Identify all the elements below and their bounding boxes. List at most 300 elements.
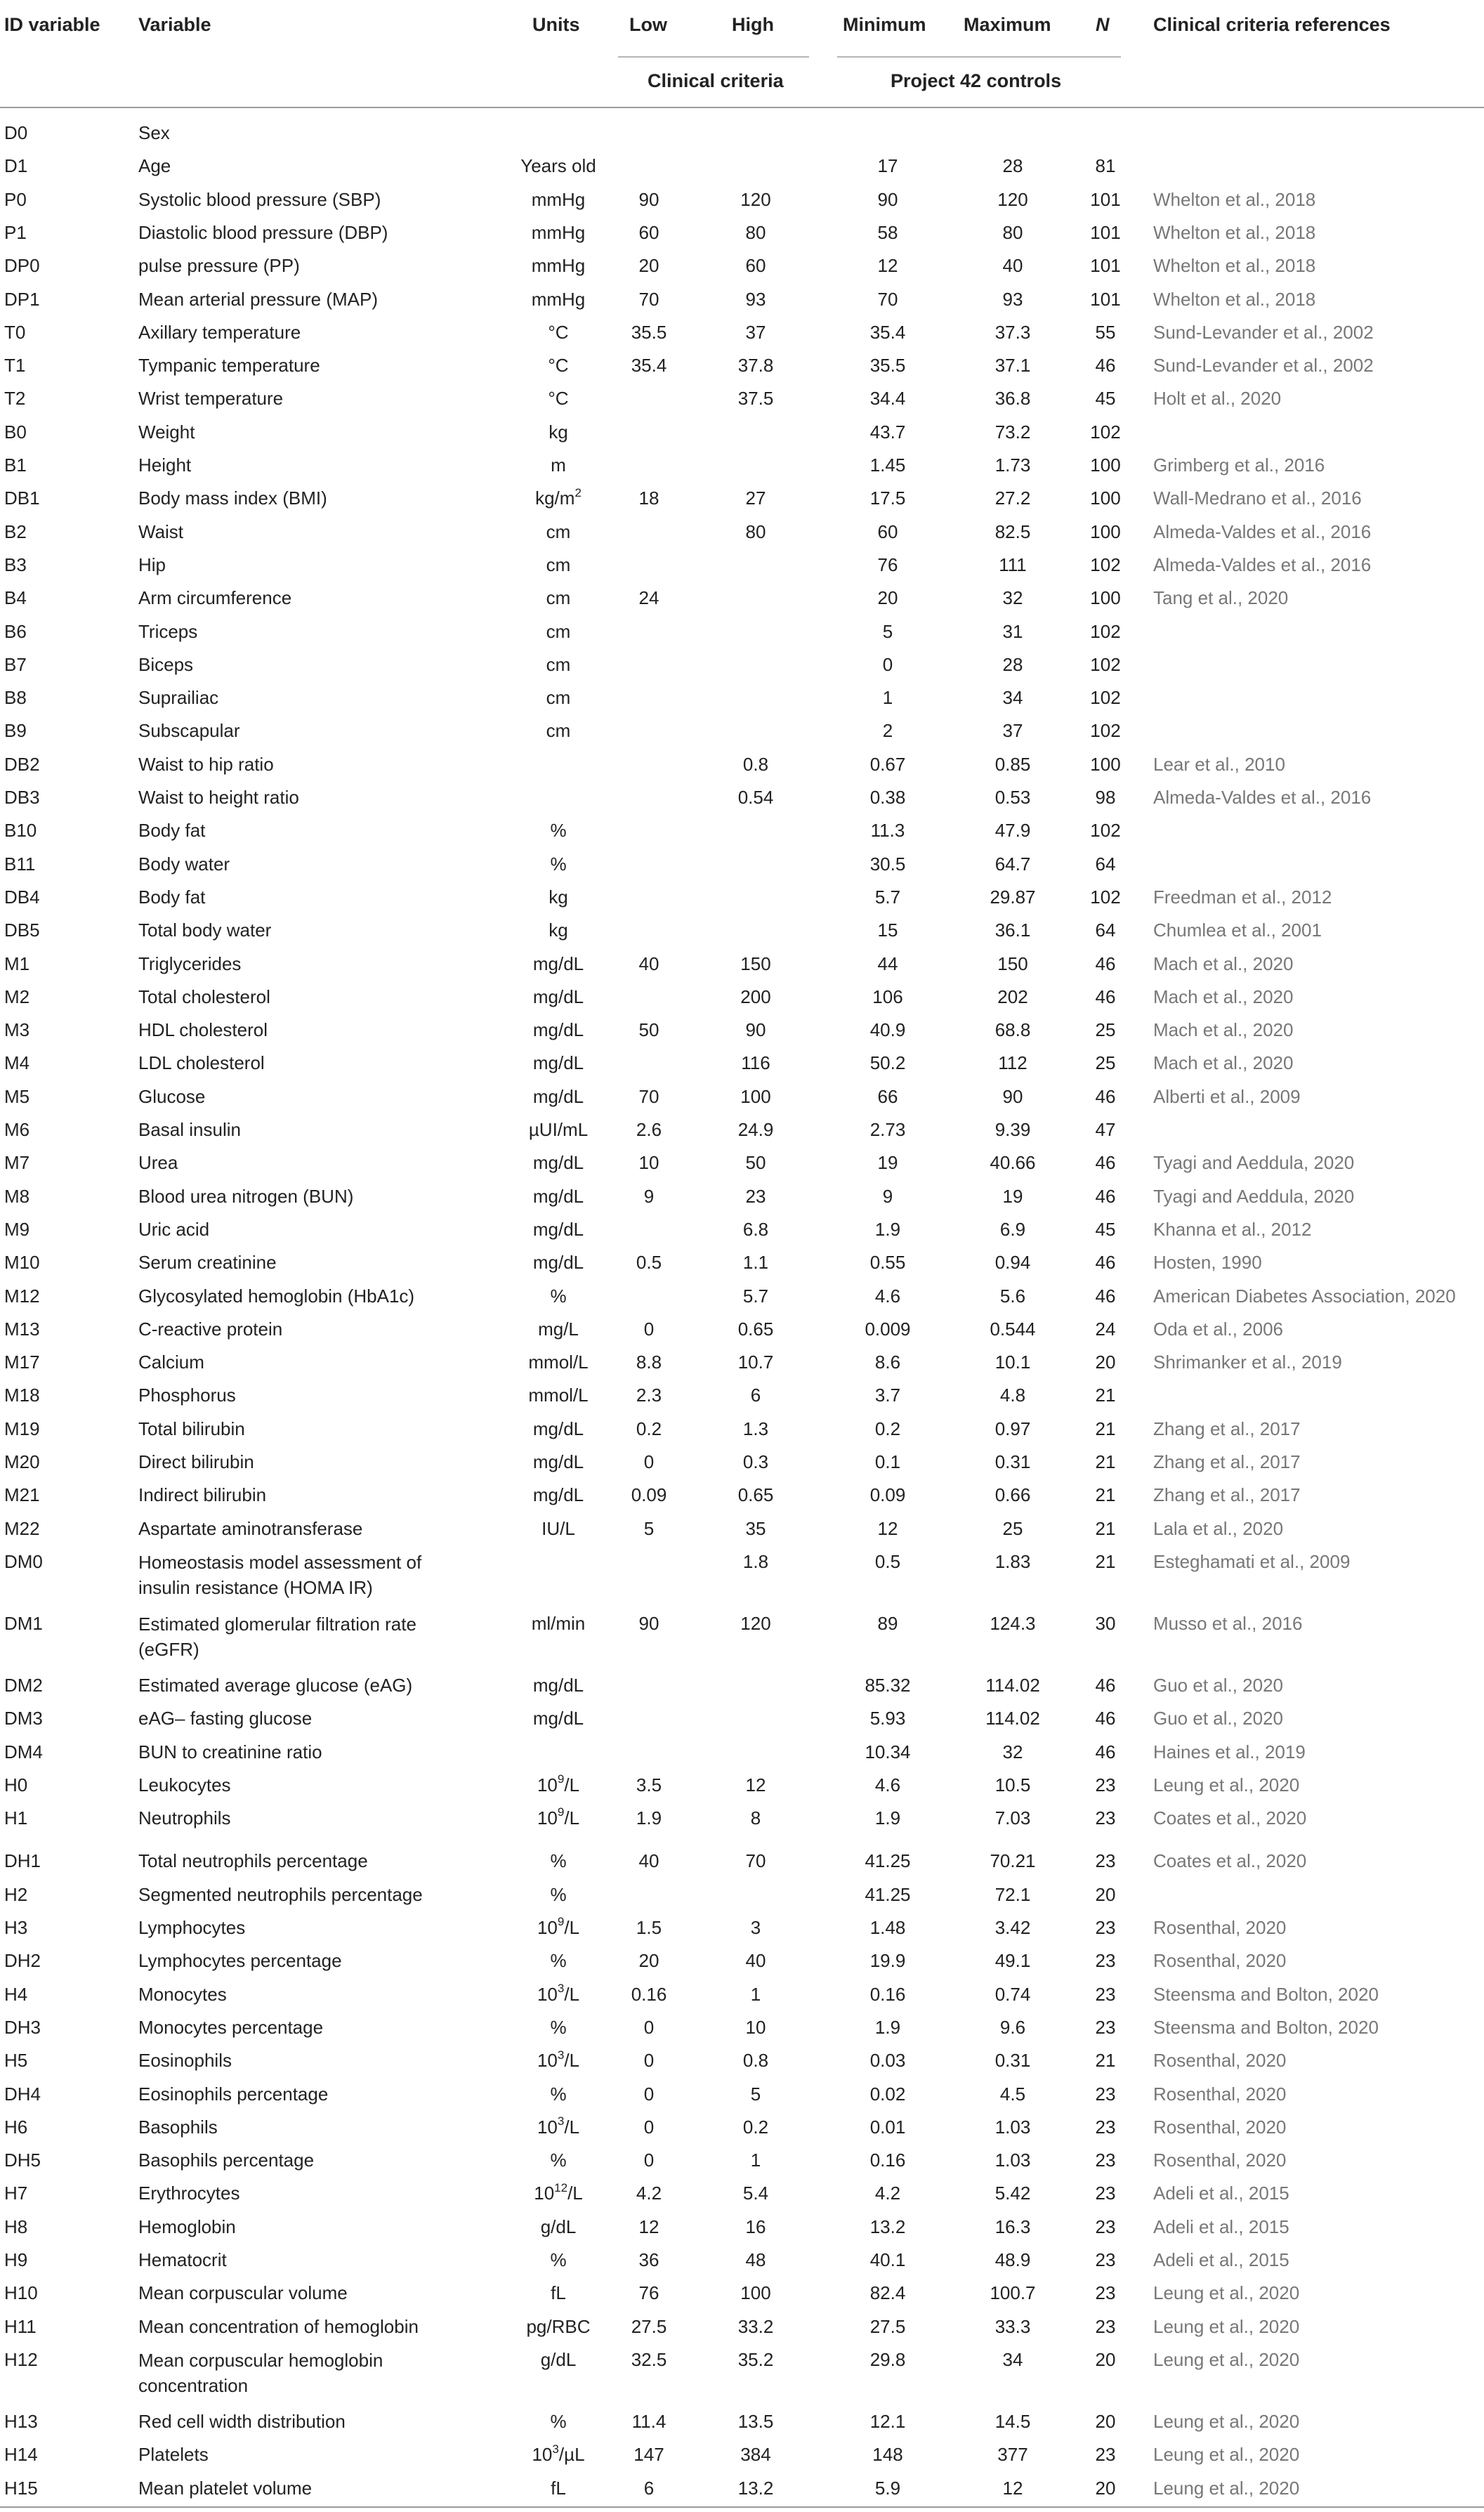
row-maximum: 9.39 [994, 1119, 1031, 1140]
row-variable: Hip [138, 554, 166, 575]
row-n: 23 [1095, 1850, 1116, 1872]
row-units: % [550, 1950, 567, 1972]
row-high: 80 [745, 221, 766, 243]
units-tail: /L [564, 1774, 580, 1795]
row-n: 23 [1095, 1807, 1116, 1829]
row-low: 20 [638, 1950, 659, 1972]
row-maximum: 1.03 [994, 2150, 1031, 2171]
row-minimum: 1.48 [869, 1917, 906, 1938]
row-minimum: 1.9 [874, 1807, 901, 1829]
row-units: cm [546, 720, 571, 742]
row-variable: Uric acid [138, 1218, 210, 1240]
row-variable: Serum creatinine [138, 1252, 277, 1274]
row-variable: Total neutrophils percentage [138, 1850, 368, 1872]
row-variable: Sex [138, 122, 170, 143]
row-high: 27 [745, 488, 766, 509]
row-low: 9 [643, 1185, 655, 1207]
row-n: 46 [1095, 1185, 1116, 1207]
row-units: cm [546, 687, 571, 709]
row-minimum: 76 [877, 554, 898, 575]
row-minimum: 10.34 [865, 1741, 911, 1762]
row-variable: Glucose [138, 1085, 206, 1107]
row-variable: Mean concentration of hemoglobin [138, 2315, 419, 2337]
row-minimum: 8.6 [874, 1352, 901, 1373]
row-maximum: 37 [1002, 720, 1023, 742]
row-units: % [550, 2083, 567, 2105]
row-maximum: 377 [997, 2444, 1028, 2466]
row-low: 90 [638, 1612, 659, 1634]
row-low: 32.5 [631, 2348, 667, 2370]
row-minimum: 0.55 [869, 1252, 906, 1274]
row-variable: Basophils [138, 2116, 218, 2138]
row-low: 0 [643, 2083, 655, 2105]
row-id: B6 [4, 620, 27, 642]
units-base: 10 [537, 2116, 558, 2138]
row-maximum: 34 [1002, 2348, 1023, 2370]
row-id: M21 [4, 1484, 40, 1506]
row-high: 116 [741, 1052, 770, 1074]
row-variable: Wrist temperature [138, 388, 284, 410]
row-id: T2 [4, 388, 26, 410]
units-tail: /L [564, 2050, 580, 2072]
row-reference: Whelton et al., 2018 [1153, 188, 1316, 210]
row-maximum: 150 [997, 953, 1028, 974]
row-maximum: 120 [997, 188, 1028, 210]
row-maximum: 124.3 [990, 1612, 1036, 1634]
row-units: mmHg [531, 221, 586, 243]
row-id: DH5 [4, 2150, 41, 2171]
row-high: 6 [750, 1385, 761, 1406]
row-minimum: 4.6 [874, 1774, 901, 1795]
row-high: 80 [745, 521, 766, 542]
row-minimum: 90 [877, 188, 898, 210]
row-id: M1 [4, 953, 30, 974]
row-id: DM3 [4, 1708, 43, 1729]
row-variable: Mean platelet volume [138, 2477, 313, 2499]
row-units: mg/dL [532, 1252, 584, 1274]
row-variable: Waist to height ratio [138, 787, 299, 808]
row-reference: Tyagi and Aeddula, 2020 [1153, 1152, 1355, 1174]
header-variable: Variable [138, 14, 211, 35]
row-units: mmHg [531, 188, 586, 210]
row-n: 23 [1095, 2116, 1116, 2138]
row-reference: Shrimanker et al., 2019 [1153, 1352, 1342, 1373]
row-low: 147 [633, 2444, 664, 2466]
row-minimum: 5.93 [869, 1708, 906, 1729]
row-maximum: 27.2 [994, 488, 1031, 509]
units-base: 10 [532, 2444, 553, 2466]
row-id: M13 [4, 1318, 40, 1340]
row-maximum: 0.74 [994, 1983, 1031, 2005]
row-reference: Mach et al., 2020 [1153, 986, 1294, 1007]
row-maximum: 0.53 [994, 787, 1031, 808]
row-maximum: 82.5 [994, 521, 1031, 542]
variable-line-2: insulin resistance (HOMA IR) [138, 1576, 373, 1598]
row-minimum: 66 [877, 1085, 898, 1107]
row-reference: Zhang et al., 2017 [1153, 1418, 1301, 1439]
row-maximum: 1.83 [994, 1550, 1031, 1572]
row-minimum: 50.2 [869, 1052, 906, 1074]
row-minimum: 35.4 [869, 321, 906, 343]
units-base: 10 [537, 2050, 558, 2072]
row-variable: Mean arterial pressure (MAP) [138, 288, 378, 310]
row-maximum: 111 [999, 554, 1027, 575]
row-units: % [550, 2410, 567, 2432]
row-reference: Alberti et al., 2009 [1153, 1085, 1301, 1107]
units-superscript: 3 [557, 2114, 565, 2128]
row-high: 37.8 [737, 355, 774, 377]
row-id: H9 [4, 2249, 28, 2270]
row-variable: Suprailiac [138, 687, 219, 709]
row-variable: Urea [138, 1152, 178, 1174]
row-id: M3 [4, 1019, 30, 1041]
variable-line-2: (eGFR) [138, 1638, 199, 1660]
row-minimum: 44 [877, 953, 898, 974]
row-units: % [550, 2150, 567, 2171]
row-minimum: 2 [882, 720, 893, 742]
row-low: 70 [638, 1085, 659, 1107]
row-maximum: 28 [1002, 155, 1023, 177]
row-units: % [550, 1883, 567, 1905]
row-low: 20 [638, 255, 659, 277]
row-id: H1 [4, 1807, 28, 1829]
row-low: 60 [638, 221, 659, 243]
row-low: 3.5 [636, 1774, 662, 1795]
row-variable: Aspartate aminotransferase [138, 1517, 363, 1539]
row-units: Years old [520, 155, 596, 177]
row-units: m [551, 454, 566, 476]
row-minimum: 0.16 [869, 1983, 906, 2005]
row-variable: eAG– fasting glucose [138, 1708, 313, 1729]
row-n: 101 [1090, 255, 1121, 277]
row-maximum: 64.7 [994, 853, 1031, 875]
row-id: H14 [4, 2444, 38, 2466]
row-id: H6 [4, 2116, 28, 2138]
row-low: 36 [638, 2249, 659, 2270]
row-maximum: 0.85 [994, 753, 1031, 775]
row-minimum: 0.67 [869, 753, 906, 775]
row-reference: Leung et al., 2020 [1153, 2444, 1300, 2466]
row-id: DM2 [4, 1674, 43, 1696]
row-variable: Total bilirubin [138, 1418, 245, 1439]
row-units: kg [549, 920, 568, 941]
row-id: M17 [4, 1352, 40, 1373]
row-maximum: 112 [998, 1052, 1027, 1074]
row-id: H15 [4, 2477, 38, 2499]
row-minimum: 5 [882, 620, 893, 642]
row-high: 384 [740, 2444, 771, 2466]
row-units: kg [549, 886, 568, 908]
row-variable: LDL cholesterol [138, 1052, 265, 1074]
row-n: 30 [1095, 1612, 1116, 1634]
row-units: mg/dL [532, 1418, 584, 1439]
row-n: 100 [1090, 454, 1121, 476]
row-units: cm [546, 587, 571, 609]
row-maximum: 3.42 [994, 1917, 1031, 1938]
row-variable: Neutrophils [138, 1807, 231, 1829]
header-maximum: Maximum [964, 14, 1051, 35]
row-n: 21 [1095, 1517, 1116, 1539]
row-low: 35.4 [631, 355, 667, 377]
row-variable: Biceps [138, 653, 194, 675]
row-reference: Grimberg et al., 2016 [1153, 454, 1325, 476]
row-high: 100 [740, 2282, 771, 2304]
row-units: fL [551, 2477, 566, 2499]
row-units: cm [546, 653, 571, 675]
row-low: 0 [643, 1451, 655, 1472]
row-units: cm [546, 620, 571, 642]
row-reference: Guo et al., 2020 [1153, 1674, 1284, 1696]
row-units: IU/L [541, 1517, 575, 1539]
row-n: 23 [1095, 2282, 1116, 2304]
units-base: 10 [537, 1774, 558, 1795]
row-reference: Freedman et al., 2012 [1153, 886, 1332, 908]
row-n: 45 [1095, 1218, 1116, 1240]
row-units: pg/RBC [526, 2315, 591, 2337]
row-reference: Coates et al., 2020 [1153, 1850, 1307, 1872]
row-maximum: 114.02 [985, 1674, 1040, 1696]
row-maximum: 40 [1002, 255, 1023, 277]
row-minimum: 85.32 [865, 1674, 911, 1696]
row-units: mmHg [531, 288, 586, 310]
row-high: 16 [745, 2216, 766, 2237]
row-maximum: 0.94 [994, 1252, 1031, 1274]
header-low: Low [629, 14, 667, 35]
row-id: H4 [4, 1983, 28, 2005]
row-maximum: 5.6 [999, 1285, 1026, 1307]
row-maximum: 73.2 [994, 421, 1031, 443]
row-low: 0 [643, 1318, 655, 1340]
row-minimum: 20 [877, 587, 898, 609]
row-low: 0.16 [631, 1983, 667, 2005]
row-n: 21 [1095, 1385, 1116, 1406]
units-superscript: 2 [574, 485, 582, 499]
row-units [516, 1917, 600, 1938]
row-reference: Leung et al., 2020 [1153, 1774, 1300, 1795]
row-minimum: 19.9 [869, 1950, 906, 1972]
row-high: 0.65 [737, 1318, 774, 1340]
row-variable: Basal insulin [138, 1119, 241, 1140]
row-low: 2.6 [636, 1119, 662, 1140]
row-minimum: 40.9 [869, 1019, 906, 1041]
row-n: 46 [1095, 1152, 1116, 1174]
row-n: 21 [1095, 1550, 1116, 1572]
row-units [516, 2444, 600, 2465]
units-tail: /L [564, 1917, 580, 1938]
row-maximum: 31 [1002, 620, 1023, 642]
row-reference: Lear et al., 2010 [1153, 753, 1285, 775]
row-variable: Arm circumference [138, 587, 292, 609]
row-units: % [550, 820, 567, 842]
row-high: 0.54 [737, 787, 774, 808]
row-high: 1.8 [742, 1550, 769, 1572]
units-tail: /L [564, 1983, 580, 2005]
row-variable: Total body water [138, 920, 272, 941]
row-units: mg/dL [532, 1674, 584, 1696]
variable-line-1: Homeostasis model assessment of [138, 1551, 422, 1573]
row-variable: Body water [138, 853, 230, 875]
row-id: M20 [4, 1451, 40, 1472]
row-variable: Hematocrit [138, 2249, 227, 2270]
row-id: B11 [4, 853, 36, 875]
row-reference: Holt et al., 2020 [1153, 388, 1282, 410]
row-minimum: 0 [882, 653, 893, 675]
row-id: H11 [4, 2315, 37, 2337]
row-variable: Body fat [138, 886, 206, 908]
row-variable: Direct bilirubin [138, 1451, 254, 1472]
row-high: 1.3 [742, 1418, 769, 1439]
row-low: 0 [643, 2150, 655, 2171]
group-project42-controls: Project 42 controls [891, 70, 1062, 91]
row-high: 35.2 [737, 2348, 774, 2370]
group-rule-controls [837, 56, 1121, 58]
row-reference: Leung et al., 2020 [1153, 2348, 1300, 2370]
row-minimum: 0.02 [869, 2083, 906, 2105]
units-tail: /L [564, 1807, 580, 1829]
row-reference: Leung et al., 2020 [1153, 2477, 1300, 2499]
row-maximum: 49.1 [994, 1950, 1031, 1972]
row-low: 35.5 [631, 321, 667, 343]
row-reference: Almeda-Valdes et al., 2016 [1153, 554, 1372, 575]
row-n: 25 [1095, 1052, 1116, 1074]
units-tail: /L [567, 2183, 583, 2204]
row-maximum: 36.1 [994, 920, 1031, 941]
units-base: 10 [537, 1807, 558, 1829]
row-id: M12 [4, 1285, 40, 1307]
row-variable [138, 1550, 421, 1600]
row-maximum: 16.3 [994, 2216, 1031, 2237]
row-maximum: 29.87 [990, 886, 1036, 908]
row-low: 0 [643, 2116, 655, 2138]
row-n: 98 [1095, 787, 1116, 808]
row-minimum: 0.009 [865, 1318, 911, 1340]
row-n: 23 [1095, 2444, 1116, 2466]
row-variable: Lymphocytes percentage [138, 1950, 342, 1972]
row-minimum: 35.5 [869, 355, 906, 377]
row-maximum: 72.1 [994, 1883, 1031, 1905]
row-n: 100 [1090, 521, 1121, 542]
row-reference: Steensma and Bolton, 2020 [1153, 2016, 1379, 2038]
row-reference: Rosenthal, 2020 [1153, 1917, 1287, 1938]
row-minimum: 0.2 [874, 1418, 901, 1439]
row-high: 8 [750, 1807, 761, 1829]
row-n: 46 [1095, 986, 1116, 1007]
row-n: 101 [1090, 188, 1121, 210]
row-id: D0 [4, 122, 28, 143]
row-minimum: 15 [877, 920, 898, 941]
row-low: 50 [638, 1019, 659, 1041]
row-n: 20 [1095, 1883, 1116, 1905]
row-variable: Phosphorus [138, 1385, 236, 1406]
row-reference: Haines et al., 2019 [1153, 1741, 1306, 1762]
row-high: 3 [750, 1917, 761, 1938]
row-minimum: 5.7 [874, 886, 901, 908]
row-units: mg/dL [532, 1484, 584, 1506]
units-superscript: 9 [557, 1772, 565, 1786]
row-maximum: 5.42 [994, 2183, 1031, 2204]
row-reference: Whelton et al., 2018 [1153, 255, 1316, 277]
units-base: 10 [534, 2183, 555, 2204]
units-base: 10 [537, 1983, 558, 2005]
row-n: 102 [1090, 554, 1121, 575]
row-n: 102 [1090, 820, 1121, 842]
row-id: DB2 [4, 753, 40, 775]
row-variable: Eosinophils percentage [138, 2083, 329, 2105]
row-variable: Hemoglobin [138, 2216, 236, 2237]
row-units [516, 1774, 600, 1795]
row-id: DM0 [4, 1550, 43, 1572]
row-n: 20 [1095, 2348, 1116, 2370]
row-variable [138, 2348, 383, 2398]
units-superscript: 9 [557, 1915, 565, 1929]
row-units: mg/L [538, 1318, 579, 1340]
row-n: 102 [1090, 421, 1121, 443]
variable-line-2: concentration [138, 2374, 249, 2396]
row-n: 64 [1095, 920, 1116, 941]
row-minimum: 58 [877, 221, 898, 243]
row-high: 37 [745, 321, 766, 343]
row-id: DH2 [4, 1950, 41, 1972]
row-minimum: 89 [877, 1612, 898, 1634]
row-low: 1.5 [636, 1917, 662, 1938]
row-id: DP0 [4, 255, 40, 277]
row-reference: Zhang et al., 2017 [1153, 1484, 1301, 1506]
row-reference: Adeli et al., 2015 [1153, 2216, 1289, 2237]
row-reference: Rosenthal, 2020 [1153, 2116, 1287, 2138]
row-id: H5 [4, 2050, 28, 2072]
row-minimum: 70 [877, 288, 898, 310]
row-n: 23 [1095, 1950, 1116, 1972]
row-variable: Red cell width distribution [138, 2410, 346, 2432]
row-id: B8 [4, 687, 27, 709]
row-n: 24 [1095, 1318, 1116, 1340]
row-high: 0.3 [742, 1451, 769, 1472]
row-n: 46 [1095, 1741, 1116, 1762]
row-variable: Blood urea nitrogen (BUN) [138, 1185, 354, 1207]
units-tail: /L [564, 2116, 580, 2138]
row-id: B4 [4, 587, 27, 609]
row-maximum: 28 [1002, 653, 1023, 675]
row-n: 23 [1095, 1917, 1116, 1938]
row-id: M2 [4, 986, 30, 1007]
row-minimum: 0.01 [869, 2116, 906, 2138]
row-units [516, 1981, 600, 2005]
row-maximum: 25 [1002, 1517, 1023, 1539]
row-reference: Mach et al., 2020 [1153, 953, 1294, 974]
row-reference: Leung et al., 2020 [1153, 2282, 1300, 2304]
row-variable: Age [138, 155, 171, 177]
header-references: Clinical criteria references [1153, 14, 1391, 35]
row-variable: Axillary temperature [138, 321, 301, 343]
row-minimum: 34.4 [869, 388, 906, 410]
row-units: cm [546, 554, 571, 575]
row-units: mmol/L [528, 1352, 589, 1373]
units-superscript: 3 [557, 2048, 565, 2062]
row-variable: Lymphocytes [138, 1917, 246, 1938]
row-variable: BUN to creatinine ratio [138, 1741, 322, 1762]
row-reference: Zhang et al., 2017 [1153, 1451, 1301, 1472]
row-maximum: 40.66 [990, 1152, 1036, 1174]
row-high: 5.7 [742, 1285, 769, 1307]
row-variable: Monocytes [138, 1983, 227, 2005]
row-minimum: 1 [882, 687, 893, 709]
row-n: 21 [1095, 2050, 1116, 2072]
row-low: 11.4 [631, 2410, 667, 2432]
variable-line-1: Estimated glomerular filtration rate [138, 1613, 416, 1635]
row-high: 6.8 [742, 1218, 769, 1240]
row-n: 21 [1095, 1418, 1116, 1439]
row-minimum: 30.5 [869, 853, 906, 875]
